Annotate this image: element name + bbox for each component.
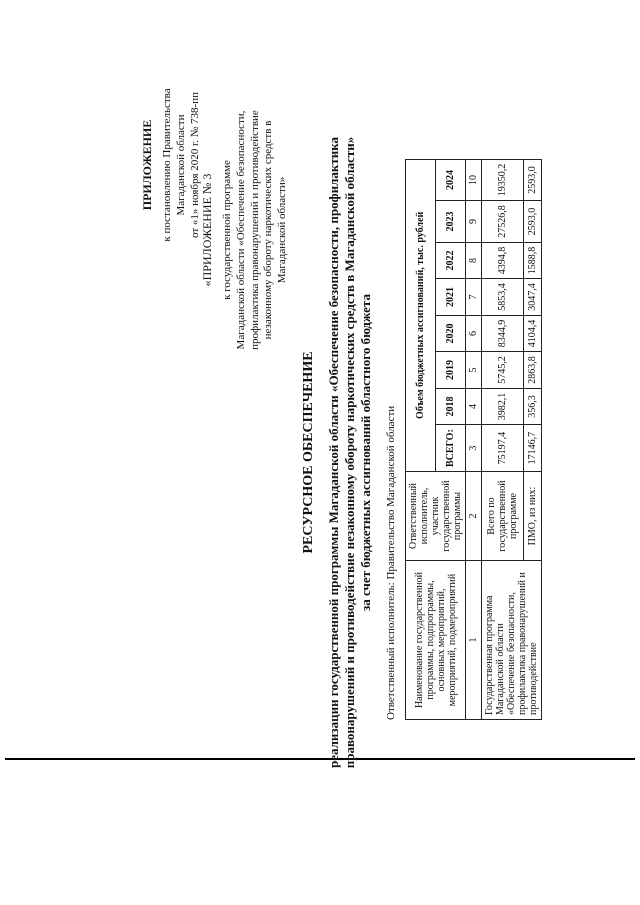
year-header: 2024: [436, 159, 466, 201]
document-title-block: [300, 60, 374, 845]
appendix-line: от «1» ноября 2020 г. № 738-пп: [188, 92, 201, 239]
volume-header: Объем бюджетных ассигнований, тыс. рублей: [406, 159, 436, 471]
row-label: ПМО, из них:: [524, 472, 542, 561]
subtitle-line: реализации государственной программы Магаданской области «Обеспечение безопасности, профилактика: [325, 136, 341, 769]
value-cell: 5745,2: [482, 352, 524, 389]
appendix3-line: к государственной программе: [221, 160, 233, 300]
value-cell: 3047,4: [524, 279, 542, 316]
row-label: Всего по государственной программе: [482, 472, 524, 561]
value-cell: 356,3: [524, 388, 542, 425]
responsible-executor: Ответственный исполнитель: Правительство Магаданской области: [385, 405, 397, 720]
index-cell: 8: [466, 242, 482, 279]
program-name-cell: Государственная программа Магаданской области «Обеспечение безопасности, профилактика правонарушений и противодействие: [482, 561, 542, 720]
value-cell: 1588,8: [524, 242, 542, 279]
index-cell: 7: [466, 279, 482, 316]
value-cell: 4104,4: [524, 315, 542, 352]
document-title: РЕСУРСНОЕ ОБЕСПЕЧЕНИЕ: [301, 351, 316, 554]
value-cell: 8344,9: [482, 315, 524, 352]
year-header: 2021: [436, 279, 466, 316]
appendix3-line: Магаданской области»: [276, 176, 288, 284]
index-cell: 9: [466, 201, 482, 243]
appendix-title: ПРИЛОЖЕНИЕ: [140, 119, 154, 211]
year-header: 2022: [436, 242, 466, 279]
year-header: ВСЕГО:: [436, 425, 466, 472]
value-cell: 5853,4: [482, 279, 524, 316]
subtitle-line: правонарушений и противодействие незаконному обороту наркотических средств в Магаданской области»: [341, 136, 357, 769]
resource-table: [405, 159, 542, 720]
appendix3-line: профилактика правонарушений и противодействие: [248, 110, 261, 350]
value-cell: 2593,0: [524, 201, 542, 243]
value-cell: 2863,8: [524, 352, 542, 389]
value-cell: 19350,2: [482, 159, 524, 201]
appendix-line: к постановлению Правительства: [161, 88, 173, 242]
appendix3-line: незаконному обороту наркотических средств в: [262, 120, 275, 340]
value-cell: 75197,4: [482, 425, 524, 472]
index-cell: 5: [466, 352, 482, 389]
index-cell: 3: [466, 425, 482, 472]
appendix-line: Магаданской области: [174, 114, 187, 216]
col-executor-header: Ответственный исполнитель, участник государственной программы: [406, 472, 466, 561]
index-cell: 1: [466, 561, 482, 720]
year-header: 2018: [436, 388, 466, 425]
value-cell: 4394,8: [482, 242, 524, 279]
subtitle-line: за счет бюджетных ассигнований областного бюджета: [358, 294, 373, 611]
appendix-header: [140, 40, 202, 290]
index-cell: 2: [466, 472, 482, 561]
table-row: [482, 159, 524, 719]
index-cell: 4: [466, 388, 482, 425]
index-cell: 10: [466, 159, 482, 201]
value-cell: 3982,1: [482, 388, 524, 425]
appendix3-title: «ПРИЛОЖЕНИЕ № 3: [200, 173, 214, 287]
year-header: 2023: [436, 201, 466, 243]
value-cell: 2593,0: [524, 159, 542, 201]
index-row: [466, 159, 482, 719]
appendix3-line: Магаданской области «Обеспечение безопасности,: [234, 110, 247, 350]
table-header-row: [406, 159, 436, 719]
year-header: 2019: [436, 352, 466, 389]
col-name-header: Наименование государственной программы, подпрограммы, основных мероприятий, мероприятий, подмероприятий: [406, 561, 466, 720]
index-cell: 6: [466, 315, 482, 352]
year-header: 2020: [436, 315, 466, 352]
value-cell: 17146,7: [524, 425, 542, 472]
appendix3-header: [200, 60, 290, 400]
value-cell: 27526,8: [482, 201, 524, 243]
